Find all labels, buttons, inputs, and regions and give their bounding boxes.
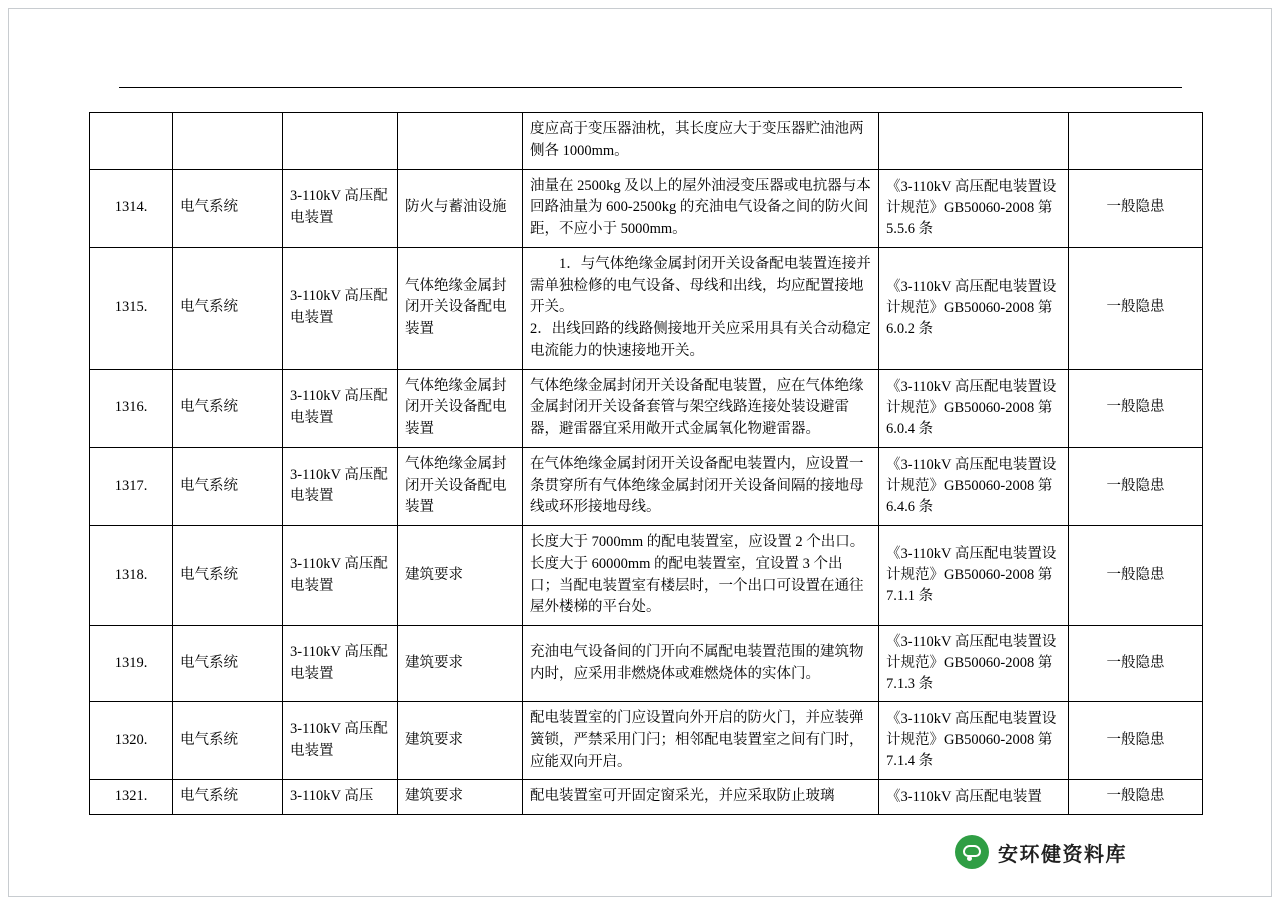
cell-item: 建筑要求 [398,780,523,815]
cell-device: 3-110kV 高压配电装置 [283,526,398,626]
cell-device: 3-110kV 高压配电装置 [283,247,398,369]
cell-system: 电气系统 [173,780,283,815]
cell-description: 配电装置室可开固定窗采光，并应采取防止玻璃 [523,780,879,815]
cell-level: 一般隐患 [1069,526,1203,626]
table-row [90,447,1203,525]
cell-level: 一般隐患 [1069,247,1203,369]
cell-description: 长度大于 7000mm 的配电装置室，应设置 2 个出口。长度大于 60000mm 的配电装置室，宜设置 3 个出口；当配电装置室有楼层时，一个出口可设置在通往屋外楼梯的平台处。 [523,526,879,626]
table-row [90,369,1203,447]
cell-level: 一般隐患 [1069,369,1203,447]
cell-system: 电气系统 [173,626,283,702]
cell-no: 1317. [90,447,173,525]
cell-description: 气体绝缘金属封闭开关设备配电装置，应在气体绝缘金属封闭开关设备套管与架空线路连接处装设避雷器，避雷器宜采用敞开式金属氧化物避雷器。 [523,369,879,447]
brand-name: 安环健资料库 [998,843,1127,866]
cell-device: 3-110kV 高压 [283,780,398,815]
cell-standard: 《3-110kV 高压配电装置 [879,780,1069,815]
cell-device: 3-110kV 高压配电装置 [283,447,398,525]
cell-standard: 《3-110kV 高压配电装置设计规范》GB50060-2008 第 6.4.6 条 [879,447,1069,525]
cell-system: 电气系统 [173,526,283,626]
table-row [90,702,1203,780]
cell-description: 油量在 2500kg 及以上的屋外油浸变压器或电抗器与本回路油量为 600-2500kg 的充油电气设备之间的防火间距，不应小于 5000mm。 [523,169,879,247]
cell-system: 电气系统 [173,369,283,447]
cell-system: 电气系统 [173,447,283,525]
description-line: 1．与气体绝缘金属封闭开关设备配电装置连接并需单独检修的电气设备、母线和出线，均应配置接地开关。 [530,255,871,316]
cell-description: 度应高于变压器油枕，其长度应大于变压器贮油池两侧各 1000mm。 [523,113,879,170]
description-line: 2．出线回路的线路侧接地开关应采用具有关合动稳定电流能力的快速接地开关。 [530,321,871,359]
cell-item: 气体绝缘金属封闭开关设备配电装置 [398,247,523,369]
cell-item: 建筑要求 [398,626,523,702]
cell-item [398,113,523,170]
cell-device: 3-110kV 高压配电装置 [283,702,398,780]
cell-level [1069,113,1203,170]
cell-level: 一般隐患 [1069,780,1203,815]
cell-no: 1321. [90,780,173,815]
cell-description: 配电装置室的门应设置向外开启的防火门，并应装弹簧锁，严禁采用门闩；相邻配电装置室之间有门时，应能双向开启。 [523,702,879,780]
cell-system: 电气系统 [173,169,283,247]
cell-standard: 《3-110kV 高压配电装置设计规范》GB50060-2008 第 6.0.4 条 [879,369,1069,447]
table-row [90,169,1203,247]
cell-description: 充油电气设备间的门开向不属配电装置范围的建筑物内时，应采用非燃烧体或难燃烧体的实体门。 [523,626,879,702]
cell-system: 电气系统 [173,702,283,780]
cell-standard: 《3-110kV 高压配电装置设计规范》GB50060-2008 第 6.0.2 条 [879,247,1069,369]
cell-no [90,113,173,170]
cell-no: 1318. [90,526,173,626]
cell-item: 防火与蓄油设施 [398,169,523,247]
cell-device: 3-110kV 高压配电装置 [283,626,398,702]
table-row [90,626,1203,702]
cell-standard: 《3-110kV 高压配电装置设计规范》GB50060-2008 第 7.1.4 条 [879,702,1069,780]
cell-no: 1316. [90,369,173,447]
table-row [90,780,1203,815]
table-row [90,113,1203,170]
cell-system: 电气系统 [173,247,283,369]
cell-standard: 《3-110kV 高压配电装置设计规范》GB50060-2008 第 7.1.3 条 [879,626,1069,702]
cell-level: 一般隐患 [1069,169,1203,247]
cell-system [173,113,283,170]
cell-no: 1315. [90,247,173,369]
cell-device: 3-110kV 高压配电装置 [283,369,398,447]
cell-item: 建筑要求 [398,526,523,626]
cell-device [283,113,398,170]
cell-level: 一般隐患 [1069,702,1203,780]
cell-level: 一般隐患 [1069,447,1203,525]
cell-level: 一般隐患 [1069,626,1203,702]
table-row [90,247,1203,369]
cell-standard: 《3-110kV 高压配电装置设计规范》GB50060-2008 第 5.5.6 条 [879,169,1069,247]
footer-brand [955,835,1127,869]
hazard-table [89,112,1203,815]
cell-no: 1319. [90,626,173,702]
cell-device: 3-110kV 高压配电装置 [283,169,398,247]
cell-description [523,247,879,369]
header-rule [119,87,1182,88]
cell-item: 气体绝缘金属封闭开关设备配电装置 [398,369,523,447]
cell-no: 1314. [90,169,173,247]
table-container [89,112,1202,815]
cell-description: 在气体绝缘金属封闭开关设备配电装置内，应设置一条贯穿所有气体绝缘金属封闭开关设备间隔的接地母线或环形接地母线。 [523,447,879,525]
cell-standard [879,113,1069,170]
page-frame [8,8,1272,897]
table-row [90,526,1203,626]
wechat-icon [955,835,989,869]
cell-no: 1320. [90,702,173,780]
cell-item: 建筑要求 [398,702,523,780]
cell-item: 气体绝缘金属封闭开关设备配电装置 [398,447,523,525]
cell-standard: 《3-110kV 高压配电装置设计规范》GB50060-2008 第 7.1.1 条 [879,526,1069,626]
